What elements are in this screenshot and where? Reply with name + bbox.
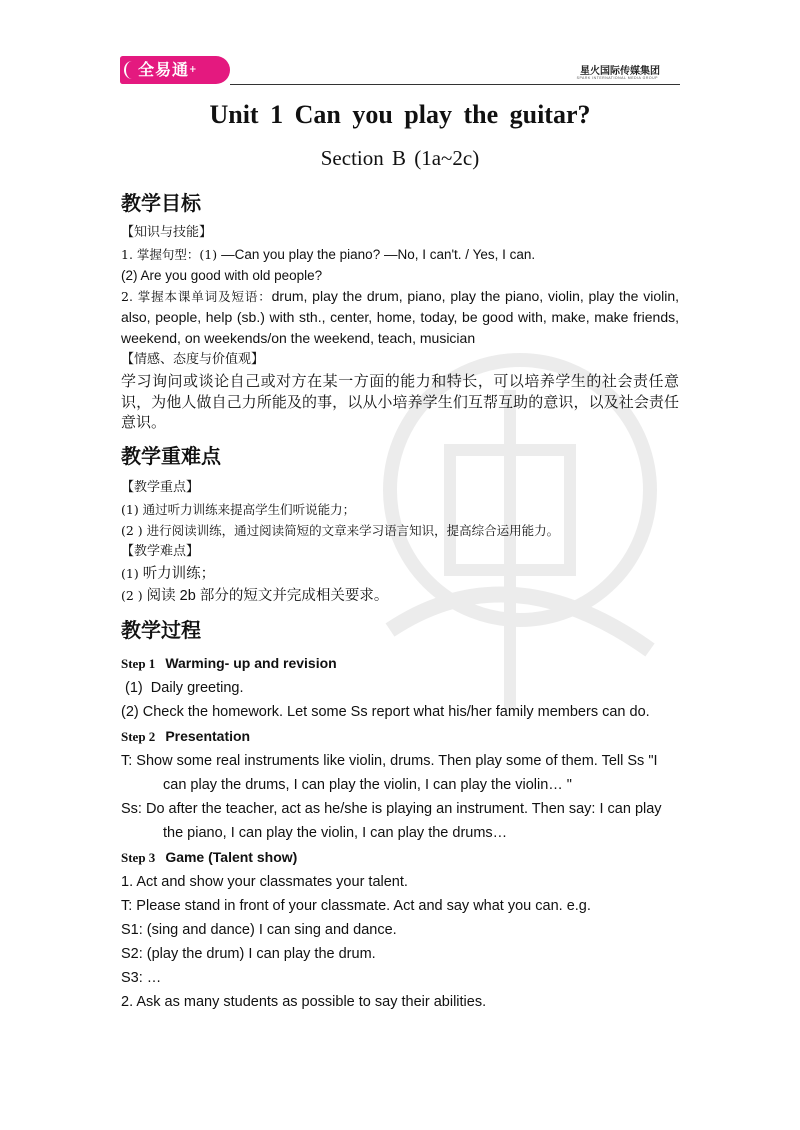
header-divider bbox=[230, 84, 680, 85]
step-3-line-4: S2: (play the drum) I can play the drum. bbox=[121, 945, 376, 962]
objective-item-1-prefix: 1. 掌握句型：(1) bbox=[121, 247, 222, 262]
page-header bbox=[120, 56, 680, 86]
process-section bbox=[121, 613, 679, 1014]
difficulty-item-2 bbox=[121, 585, 679, 607]
step-1-label: Step 1 bbox=[121, 655, 156, 671]
emotion-subheading: 【情感、态度与价值观】 bbox=[121, 352, 265, 367]
objectives-section bbox=[121, 186, 679, 433]
page-title: Unit 1 Can you play the guitar? bbox=[209, 100, 591, 129]
difficulty-subheading: 【教学难点】 bbox=[121, 543, 200, 559]
step-3-line-5: S3: … bbox=[121, 969, 162, 986]
page-subtitle: Section B (1a~2c) bbox=[320, 146, 480, 170]
step-3-title: Game (Talent show) bbox=[165, 848, 298, 865]
step-3-header bbox=[121, 845, 679, 870]
step-3-label: Step 3 bbox=[121, 849, 156, 865]
knowledge-subheading: 【知识与技能】 bbox=[121, 225, 213, 240]
focus-subheading: 【教学重点】 bbox=[121, 479, 200, 495]
difficulty-item-1 bbox=[121, 563, 679, 585]
focus-item-2: (2 ) 进行阅读训练，通过阅读简短的文章来学习语言知识，提高综合运用能力。 bbox=[121, 522, 560, 538]
objective-item-1-text: —Can you play the piano? —No, I can't. / Yes, I can. bbox=[221, 247, 536, 262]
step-2-label: Step 2 bbox=[121, 728, 156, 744]
difficulty-item-1-prefix: (1) bbox=[121, 565, 143, 581]
objective-item-2-text: drum, play the drum, piano, play the piano, violin, play the violin, also, people, help (sb.) with sth., center, home, today, be good with, make, make friends, weekend, on weekends/on the weekend, teach, musician bbox=[121, 288, 680, 346]
step-3-line-3: S1: (sing and dance) I can sing and dance. bbox=[121, 921, 397, 938]
objective-item-1b: (2) Are you good with old people? bbox=[121, 268, 323, 283]
difficulty-item-1-text: 听力训练； bbox=[142, 565, 216, 582]
difficulty-item-2-prefix: (2 ) bbox=[121, 587, 147, 603]
difficulty-item-2-text: 阅读 2b 部分的短文并完成相关要求。 bbox=[146, 587, 389, 604]
logo-swoosh-icon bbox=[124, 61, 140, 79]
emotion-text: 学习询问或谈论自己或对方在某一方面的能力和特长，可以培养学生的社会责任意识，为他人做自己力所能及的事，以从小培养学生们互帮互助的意识，以及社会责任意识。 bbox=[121, 372, 679, 431]
brand-logo bbox=[120, 56, 230, 84]
focus-item-1: (1) 通过听力训练来提高学生们听说能力； bbox=[121, 501, 356, 517]
key-points-heading: 教学重难点 bbox=[121, 443, 221, 468]
logo-star-icon: + bbox=[189, 65, 198, 75]
objective-item-2-prefix: 2. 掌握本课单词及短语： bbox=[121, 289, 272, 304]
step-3-line-2: T: Please stand in front of your classmate. Act and say what you can. e.g. bbox=[121, 897, 591, 914]
step-1-title: Warming- up and revision bbox=[165, 654, 337, 671]
step-2-line-2: Ss: Do after the teacher, act as he/she is playing an instrument. Then say: I can play the piano, I can play the violin, I can play the drums… bbox=[121, 800, 662, 841]
step-1-line-1: (1) Daily greeting. bbox=[121, 679, 244, 696]
objectives-heading: 教学目标 bbox=[121, 191, 201, 215]
logo-text: 全易通 bbox=[138, 60, 190, 79]
step-2-title: Presentation bbox=[165, 727, 251, 744]
process-heading: 教学过程 bbox=[121, 617, 201, 642]
key-points-section bbox=[121, 439, 679, 607]
objective-item-2 bbox=[121, 286, 679, 349]
step-2-header bbox=[121, 724, 679, 749]
step-1-line-2: (2) Check the homework. Let some Ss report what his/her family members can do. bbox=[121, 703, 650, 720]
step-2-line-1: T: Show some real instruments like violin, drums. Then play some of them. Tell Ss "I can play the drums, I can play the violin, I can play the violin… " bbox=[121, 752, 658, 793]
document-body bbox=[121, 186, 679, 1014]
step-3-line-6: 2. Ask as many students as possible to say their abilities. bbox=[121, 993, 487, 1010]
step-3-line-1: 1. Act and show your classmates your talent. bbox=[121, 873, 408, 890]
publisher-name: 星火国际传媒集团 bbox=[580, 66, 660, 77]
publisher-subtitle: SPARK INTERNATIONAL MEDIA GROUP bbox=[576, 76, 658, 80]
step-1-header bbox=[121, 651, 679, 676]
objective-item-1 bbox=[121, 244, 679, 265]
